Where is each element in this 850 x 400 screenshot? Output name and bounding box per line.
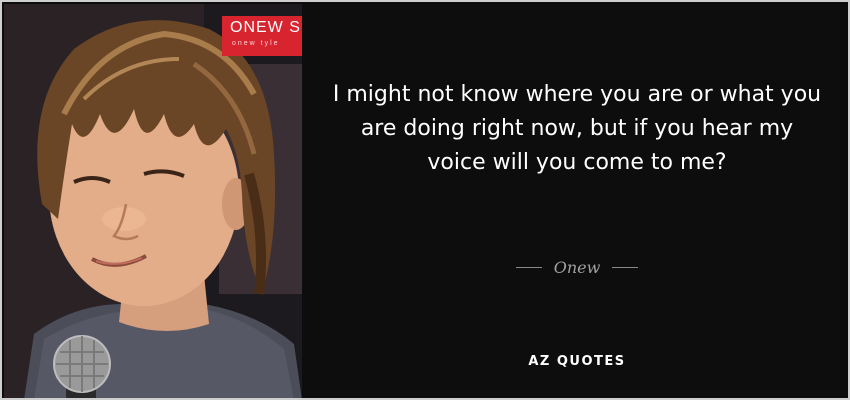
banner-subtitle: onew tyle xyxy=(232,40,280,47)
right-divider xyxy=(612,267,638,268)
sign-banner xyxy=(222,16,302,56)
left-divider xyxy=(516,267,542,268)
quote-text: I might not know where you are or what you are doing right now, but if you hear my voice will you come to me? xyxy=(332,82,822,175)
banner-title: ONEW S xyxy=(230,19,301,36)
azquotes-logo[interactable]: AZ QUOTES xyxy=(528,354,626,369)
author-name[interactable]: Onew xyxy=(553,257,601,277)
portrait-illustration xyxy=(4,4,302,400)
portrait-photo xyxy=(4,4,302,400)
author-attribution xyxy=(502,257,652,277)
